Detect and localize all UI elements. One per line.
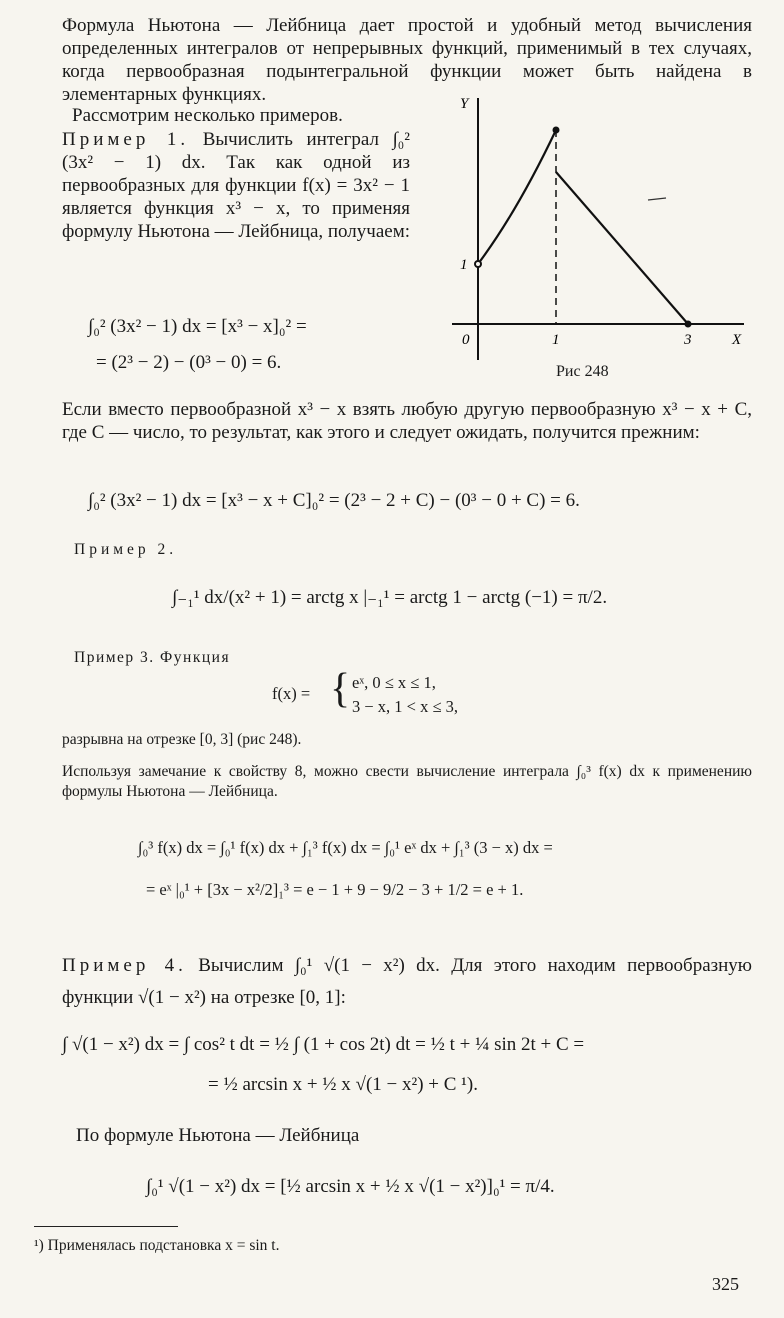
example-3-brace: { [330, 666, 351, 712]
example-3-equation-1: ∫₀³ f(x) dx = ∫₀¹ f(x) dx + ∫₁³ f(x) dx = ∫₀¹ eˣ dx + ∫₁³ (3 − x) dx = [138, 838, 553, 857]
example-1-text: Вычислить интеграл ∫₀² (3x² − 1) dx. Так как одной из первообразных для функции f(x) = 3x² − 1 является функция x³ − x, то применяя формулу Ньютона — Лейбница, получаем: [62, 129, 411, 242]
tick-1-x: 1 [552, 332, 560, 348]
figure-caption: Рис 248 [556, 363, 609, 380]
example-4-equation-3: ∫₀¹ √(1 − x²) dx = [½ arcsin x + ½ x √(1 − x²)]₀¹ = π/4. [146, 1176, 555, 1197]
example-2-equation: ∫₋₁¹ dx/(x² + 1) = arctg x |₋₁¹ = arctg 1 − arctg (−1) = π/2. [172, 587, 608, 608]
x-axis-label: X [732, 332, 742, 348]
example-4-paragraph [62, 950, 752, 1014]
example-3-case-2: 3 − x, 1 < x ≤ 3, [352, 697, 459, 716]
example-3-text: Используя замечание к свойству 8, можно свести вычисление интеграла ∫₀³ f(x) dx к применению формулы Ньютона — Лейбница. [62, 763, 752, 800]
page-number: 325 [712, 1274, 739, 1294]
curve-exp [478, 130, 556, 264]
any-antiderivative-paragraph: Если вместо первообразной x³ − x взять любую другую первообразную x³ − x + C, где C — число, то результат, как этого и следует ожидать, получится прежним: [62, 399, 752, 443]
example-3-discontinuous: разрывна на отрезке [0, 3] (рис 248). [62, 731, 302, 748]
example-4-heading: Пример 4. [62, 955, 187, 976]
example-1-equation-1: ∫₀² (3x² − 1) dx = [x³ − x]₀² = [88, 316, 307, 337]
y-axis-label: Y [460, 96, 469, 112]
consider-line: Рассмотрим несколько примеров. [72, 105, 343, 126]
example-3-equation-2: = eˣ |₀¹ + [3x − x²/2]₁³ = e − 1 + 9 − 9/2 − 3 + 1/2 = e + 1. [146, 880, 524, 899]
tick-1-y: 1 [460, 257, 468, 273]
footnote: ¹) Применялась подстановка x = sin t. [34, 1237, 280, 1254]
tick-3: 3 [684, 332, 692, 348]
line-3-minus-x [556, 172, 688, 324]
example-4-equation-1: ∫ √(1 − x²) dx = ∫ cos² t dt = ½ ∫ (1 + cos 2t) dt = ½ t + ¼ sin 2t + C = [62, 1034, 585, 1055]
footnote-rule [34, 1226, 178, 1227]
example-1-equation-2: = (2³ − 2) − (0³ − 0) = 6. [96, 352, 282, 373]
figure-248-graph [452, 92, 752, 392]
example-3-heading: Пример 3. Функция [74, 649, 231, 666]
example-1-paragraph [62, 128, 410, 243]
example-1-heading: Пример 1. [62, 129, 190, 150]
point-filled-top [553, 127, 560, 134]
example-4-equation-2: = ½ arcsin x + ½ x √(1 − x²) + C ¹). [208, 1074, 478, 1095]
any-antiderivative-equation: ∫₀² (3x² − 1) dx = [x³ − x + C]₀² = (2³ − 2 + C) − (0³ − 0 + C) = 6. [88, 490, 580, 511]
intro-paragraph: Формула Ньютона — Лейбница дает простой и удобный метод вычисления определенных интегралов от непрерывных функций, применимый в тех случаях, когда первообразная подынтегральной функции может быть найдена в элементарных функциях. [62, 15, 752, 105]
figure-248 [452, 92, 752, 392]
tick-0: 0 [462, 332, 470, 348]
point-end [685, 321, 692, 328]
stray-mark [648, 198, 666, 200]
example-4-newton-leibniz: По формуле Ньютона — Лейбница [76, 1125, 360, 1146]
example-3-function: f(x) = [272, 684, 311, 703]
point-start [475, 261, 481, 267]
example-4-text: Вычислим ∫₀¹ √(1 − x²) dx. Для этого находим первообразную функции √(1 − x²) на отрезке [0, 1]: [62, 955, 752, 1008]
example-2-heading: Пример 2. [74, 541, 178, 558]
example-3-case-1: eˣ, 0 ≤ x ≤ 1, [352, 673, 436, 692]
